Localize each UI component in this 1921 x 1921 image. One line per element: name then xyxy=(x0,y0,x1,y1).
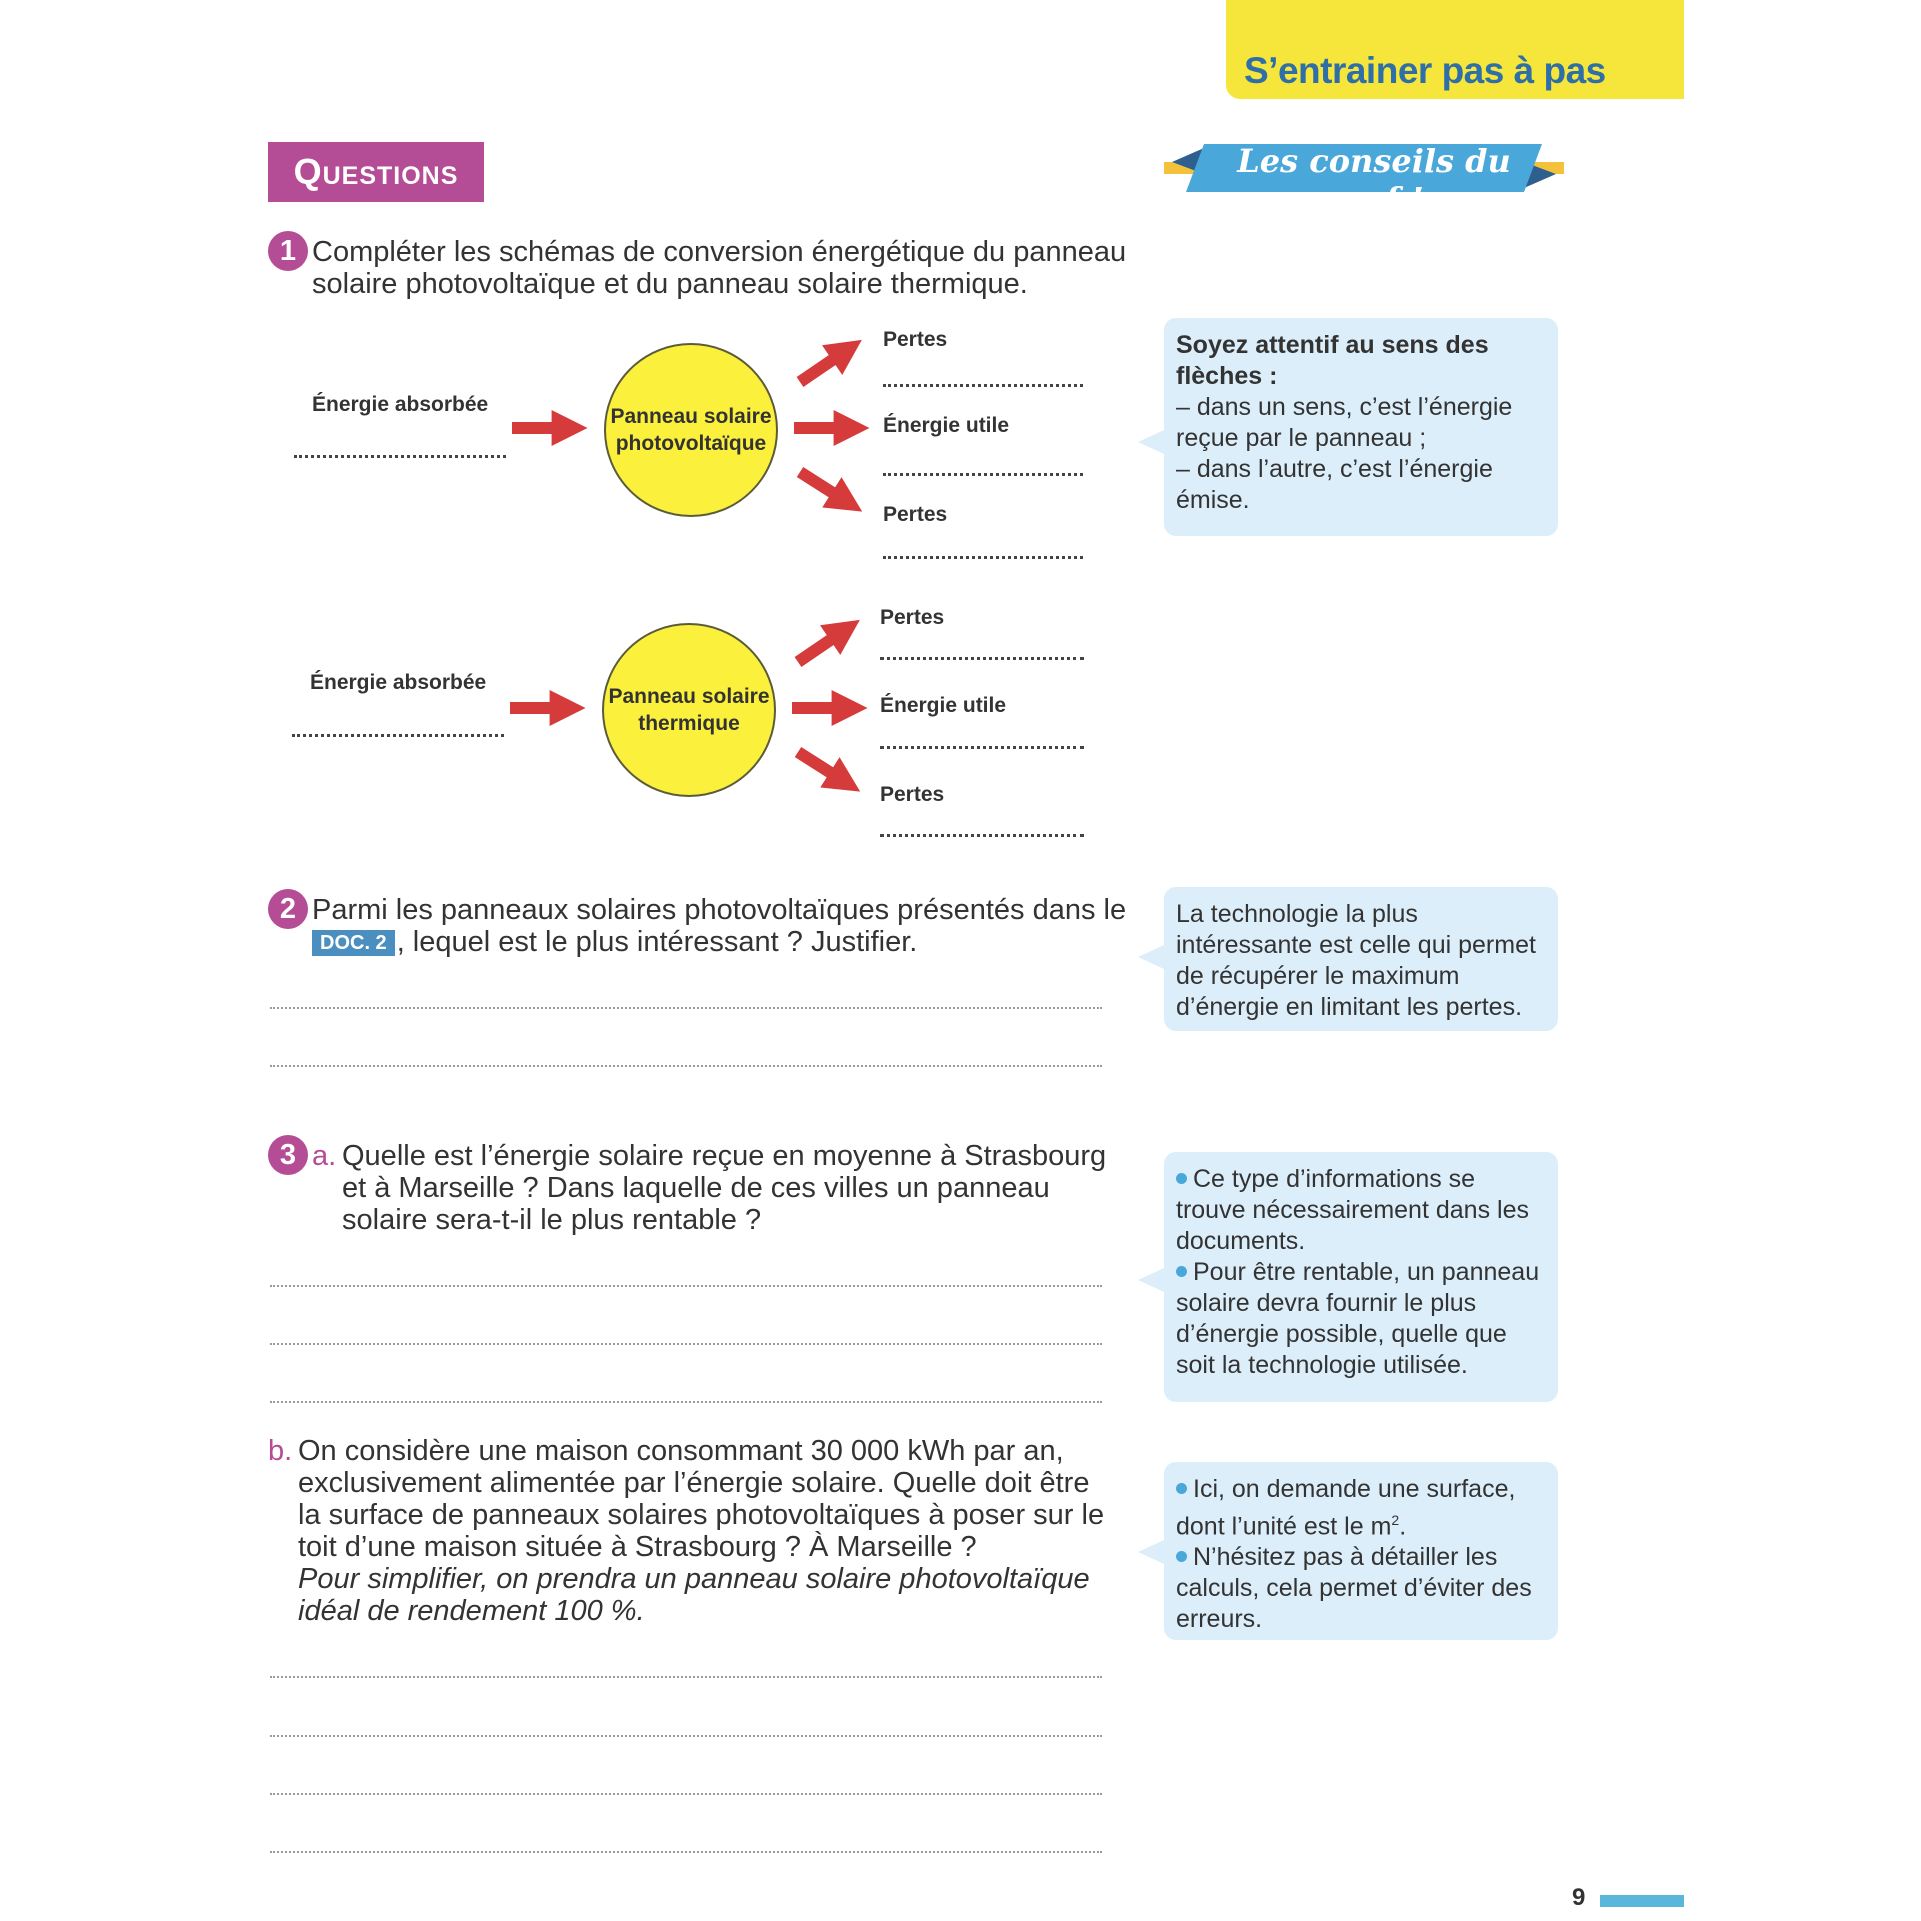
d2-out-top-arrow xyxy=(798,632,842,662)
d2-circle-line2: thermique xyxy=(638,712,740,735)
q2-text-line2-rest: , lequel est le plus intéressant ? Justifier. xyxy=(396,926,918,958)
d1-out-bottom-label: Pertes xyxy=(883,503,948,526)
d1-input-label: Énergie absorbée xyxy=(312,393,489,416)
q3b-answer-line-4[interactable] xyxy=(270,1851,1102,1853)
page-number: 9 xyxy=(1572,1884,1586,1911)
tip-box-3 xyxy=(1164,1152,1558,1402)
tip4-tail xyxy=(1138,1540,1164,1564)
d2-circle-line1: Panneau solaire xyxy=(608,685,770,708)
d2-out-bottom-arrow xyxy=(798,752,842,780)
tip1-title: Soyez attentif au sens des flèches : xyxy=(1176,331,1489,390)
q3a-answer-line-3[interactable] xyxy=(270,1401,1102,1403)
q3a-text-line3: solaire sera-t-il le plus rentable ? xyxy=(342,1204,762,1236)
d1-circle-line2: photovoltaïque xyxy=(615,432,767,455)
section-badge: Questions xyxy=(268,142,484,202)
tip-box-1 xyxy=(1164,318,1558,536)
tip3-tail xyxy=(1138,1268,1164,1292)
question-number-3: 3 xyxy=(268,1135,308,1175)
q3b-text-line3: la surface de panneaux solaires photovoltaïques à poser sur le xyxy=(298,1499,1105,1531)
q3b-text-line2: exclusivement alimentée par l’énergie solaire. Quelle doit être xyxy=(298,1467,1090,1499)
header-title: S’entrainer pas à pas xyxy=(1244,50,1606,91)
d1-out-bottom-arrow xyxy=(800,472,844,500)
tip1-item2: – dans l’autre, c’est l’énergie émise. xyxy=(1176,455,1493,514)
q3b-text-line4: toit d’une maison située à Strasbourg ? À Marseille ? xyxy=(298,1531,977,1563)
d2-input-label: Énergie absorbée xyxy=(310,671,487,694)
q3b-label: b. xyxy=(268,1435,293,1467)
q3a-text-line1: Quelle est l’énergie solaire reçue en moyenne à Strasbourg xyxy=(342,1140,1107,1172)
tip4-item1-post: . xyxy=(1399,1512,1407,1541)
tip-box-4 xyxy=(1164,1462,1558,1640)
d2-out-mid-label: Énergie utile xyxy=(880,694,1007,717)
q2-text-line1: Parmi les panneaux solaires photovoltaïques présentés dans le xyxy=(312,894,1127,926)
q3a-label: a. xyxy=(312,1140,337,1172)
tip-box-2 xyxy=(1164,887,1558,1031)
q3b-text-line6: idéal de rendement 100 %. xyxy=(298,1595,645,1627)
q3b-answer-line-2[interactable] xyxy=(270,1735,1102,1737)
tip4-item1-sup: 2 xyxy=(1391,1512,1400,1528)
tip2-tail xyxy=(1138,945,1164,969)
tips-ribbon-text: Les conseils du prof ! xyxy=(1237,142,1511,218)
q2-text-line2 xyxy=(312,926,917,958)
q3b-text-line1: On considère une maison consommant 30 000 kWh par an, xyxy=(298,1435,1064,1467)
tip3-item1: Ce type d’informations se trouve nécessairement dans les documents. xyxy=(1176,1165,1529,1255)
tip1-item1: – dans un sens, c’est l’énergie reçue par le panneau ; xyxy=(1176,393,1513,452)
d2-out-top-label: Pertes xyxy=(880,606,945,629)
bullet-icon xyxy=(1176,1173,1187,1184)
q3b-answer-line-1[interactable] xyxy=(270,1676,1102,1678)
tip4-item2: N’hésitez pas à détailler les calculs, cela permet d’éviter des erreurs. xyxy=(1176,1543,1532,1634)
bullet-icon xyxy=(1176,1551,1187,1562)
tip3-item2: Pour être rentable, un panneau solaire devra fournir le plus d’énergie possible, quelle que soit la technologie utilisée. xyxy=(1176,1258,1540,1379)
question-number-2: 2 xyxy=(268,889,308,929)
bullet-icon xyxy=(1176,1266,1187,1277)
d1-out-top-label: Pertes xyxy=(883,328,948,351)
bullet-icon xyxy=(1176,1483,1187,1494)
tip4-item1: Ici, on demande une surface, dont l’unité est le m xyxy=(1176,1475,1516,1541)
q3a-answer-line-1[interactable] xyxy=(270,1285,1102,1287)
q1-text-line2: solaire photovoltaïque et du panneau solaire thermique. xyxy=(312,268,1028,300)
q1-text-line1: Compléter les schémas de conversion énergétique du panneau xyxy=(312,236,1127,268)
page-number-bar xyxy=(1600,1895,1684,1907)
doc-reference-tag[interactable]: DOC. 2 xyxy=(312,930,395,956)
q3a-answer-line-2[interactable] xyxy=(270,1343,1102,1345)
tip1-tail xyxy=(1138,430,1164,454)
d1-circle-line1: Panneau solaire xyxy=(610,405,772,428)
q2-answer-line-1[interactable] xyxy=(270,1007,1102,1009)
d1-out-mid-label: Énergie utile xyxy=(883,414,1010,437)
question-number-1: 1 xyxy=(268,231,308,271)
tip2-text: La technologie la plus intéressante est celle qui permet de récupérer le maximum d’énergie en limitant les pertes. xyxy=(1176,900,1536,1021)
q3a-text-line2: et à Marseille ? Dans laquelle de ces villes un panneau xyxy=(342,1172,1050,1204)
q2-answer-line-2[interactable] xyxy=(270,1065,1102,1067)
q3b-text-line5: Pour simplifier, on prendra un panneau solaire photovoltaïque xyxy=(298,1563,1090,1595)
d2-out-bottom-label: Pertes xyxy=(880,783,945,806)
q3b-answer-line-3[interactable] xyxy=(270,1793,1102,1795)
d1-out-top-arrow xyxy=(800,352,844,382)
